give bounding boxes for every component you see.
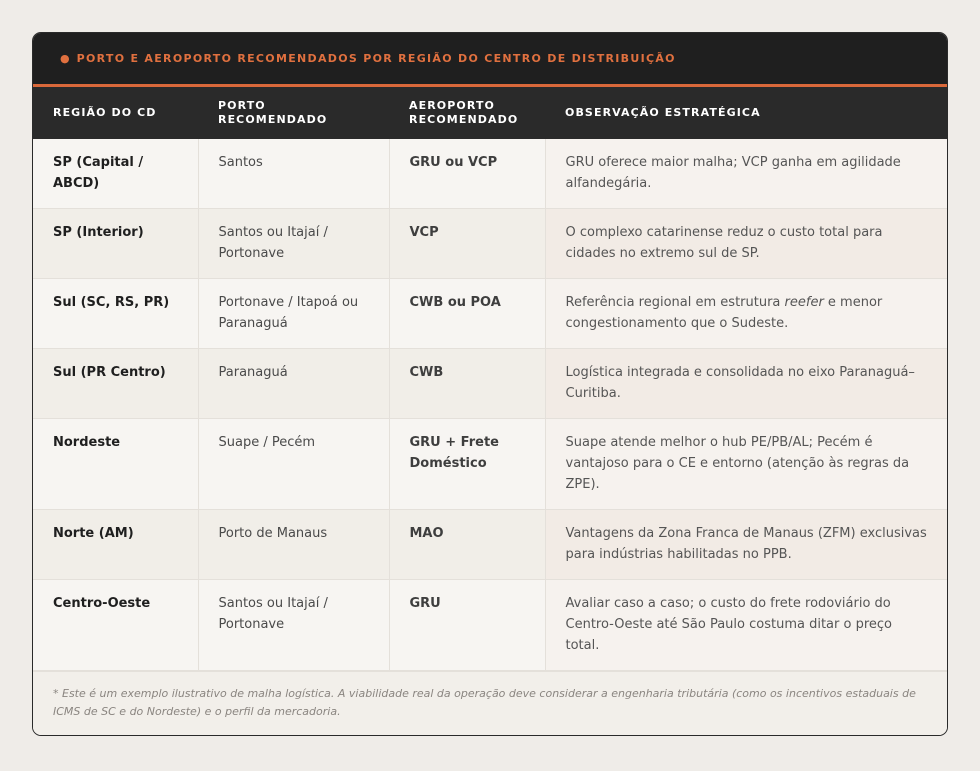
table-row [33,209,947,279]
table-header-row [33,87,947,139]
recommendation-table [33,87,947,671]
note-emphasis: reefer [784,295,824,310]
note-text-after: e menor congestionamento que o Sudeste. [565,295,883,331]
note-text: Vantagens da Zona Franca de Manaus (ZFM) exclusivas para indústrias habilitadas no PPB. [565,526,927,562]
note-text: Suape atende melhor o hub PE/PB/AL; Pecém é vantajoso para o CE e entorno (atenção às regras da ZPE). [565,435,910,492]
region-cell: Sul (PR Centro) [33,349,198,419]
port-cell: Santos ou Itajaí / Portonave [198,580,389,671]
region-cell: SP (Interior) [33,209,198,279]
header-note: OBSERVAÇÃO ESTRATÉGICA [545,87,947,139]
note-text: GRU oferece maior malha; VCP ganha em agilidade alfandegária. [565,155,901,191]
note-text: O complexo catarinense reduz o custo total para cidades no extremo sul de SP. [565,225,883,261]
table-title: PORTO E AEROPORTO RECOMENDADOS POR REGIÃO DO CENTRO DE DISTRIBUIÇÃO [76,52,676,65]
airport-cell: GRU + Frete Doméstico [389,419,545,510]
table-row [33,139,947,209]
distribution-table-card [32,32,948,736]
port-cell: Santos ou Itajaí / Portonave [198,209,389,279]
port-cell: Portonave / Itapoá ou Paranaguá [198,279,389,349]
airport-cell: CWB ou POA [389,279,545,349]
note-cell [545,510,947,580]
region-cell: SP (Capital / ABCD) [33,139,198,209]
airport-cell: GRU ou VCP [389,139,545,209]
table-row [33,510,947,580]
note-cell [545,139,947,209]
table-title-bar [33,33,947,87]
note-cell [545,580,947,671]
port-cell: Santos [198,139,389,209]
bullet-dot-icon: ● [60,52,70,65]
note-text: Logística integrada e consolidada no eixo Paranaguá–Curitiba. [565,365,915,401]
region-cell: Nordeste [33,419,198,510]
header-port: PORTO RECOMENDADO [198,87,389,139]
note-cell [545,349,947,419]
note-text: Avaliar caso a caso; o custo do frete rodoviário do Centro-Oeste até São Paulo costuma ditar o preço total. [565,596,892,653]
table-row [33,580,947,671]
header-region: REGIÃO DO CD [33,87,198,139]
note-cell [545,209,947,279]
airport-cell: MAO [389,510,545,580]
region-cell: Sul (SC, RS, PR) [33,279,198,349]
table-row [33,419,947,510]
port-cell: Paranaguá [198,349,389,419]
airport-cell: CWB [389,349,545,419]
header-airport: AEROPORTO RECOMENDADO [389,87,545,139]
table-row [33,349,947,419]
airport-cell: VCP [389,209,545,279]
region-cell: Norte (AM) [33,510,198,580]
note-cell [545,419,947,510]
footnote: * Este é um exemplo ilustrativo de malha logística. A viabilidade real da operação deve considerar a engenharia tributária (como os incentivos estaduais de ICMS de SC e do Nordeste) e o perfil da mercadoria. [33,671,947,735]
table-row [33,279,947,349]
note-text: Referência regional em estrutura [565,295,785,310]
region-cell: Centro-Oeste [33,580,198,671]
airport-cell: GRU [389,580,545,671]
note-cell [545,279,947,349]
port-cell: Suape / Pecém [198,419,389,510]
port-cell: Porto de Manaus [198,510,389,580]
